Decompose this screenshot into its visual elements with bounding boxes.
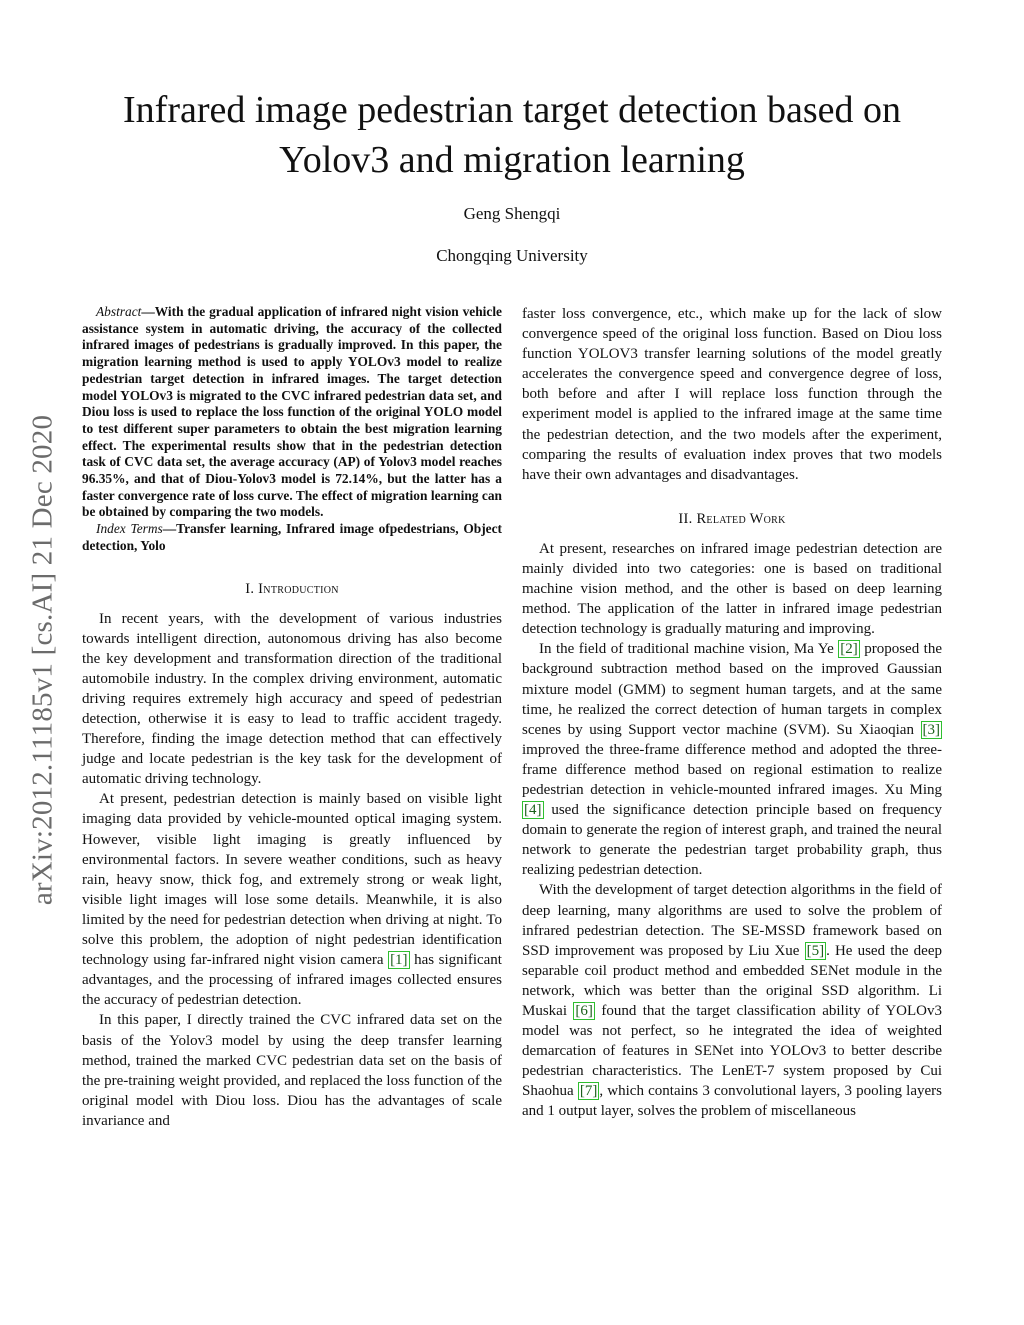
related-p2-text-a: In the field of traditional machine vision, Ma Ye xyxy=(539,641,839,658)
left-column xyxy=(82,304,502,1131)
related-p3-text-b: . He used the deep separable coil product method and embedded SENet module in the network, which was better than the original SSD algorithm. Li Muskai xyxy=(522,942,942,1019)
index-terms-lead: Index Terms xyxy=(96,521,163,537)
intro-paragraph-2 xyxy=(82,789,502,1010)
related-p3-text-a: With the development of target detection algorithms in the field of deep learning, many algorithms are used to solve the problem of infrared pedestrian detection. The SE-MSSD framework based on SSD improvement was proposed by Liu Xue xyxy=(522,882,942,959)
intro-p2-text-a: At present, pedestrian detection is mainly based on visible light imaging data provided by vehicle-mounted optical imaging system. However, visible light imaging is greatly influenced by environmental factors. In severe weather conditions, such as heavy rain, heavy snow, thick fog, and extremely strong or weak light, visible light images will lose some details. Meanwhile, it is also limited by the need for pedestrian detection when driving at night. To solve this problem, the adoption of night pedestrian identification technology using far-infrared night vision camera xyxy=(82,791,502,969)
citation-link-7[interactable]: [7] xyxy=(579,1083,598,1100)
related-paragraph-3 xyxy=(522,880,942,1121)
index-terms xyxy=(82,521,502,554)
related-p2-text-c: improved the three-frame difference method and adopted the three-frame difference method based on regional estimation to realize pedestrian detection in vehicle-mounted infrared images. Xu Ming xyxy=(522,741,942,798)
citation-link-4[interactable]: [4] xyxy=(524,802,542,819)
related-p3-text-c: found that the target classification ability of YOLOv3 model was not perfect, so he integrated the idea of weighted demarcation of features in SENet into YOLOv3 to better describe pedestrian characteristics. The LenET-7 system proposed by Cui Shaohua xyxy=(522,1003,942,1100)
right-column xyxy=(522,304,942,1122)
index-terms-text: —Transfer learning, Infrared image ofpedestrians, Object detection, Yolo xyxy=(82,521,502,553)
intro-paragraph-3: In this paper, I directly trained the CVC infrared data set on the basis of the Yolov3 model by using the deep transfer learning method, trained the marked CVC pedestrian data set on the basis of the pre-training weight provided, and replaced the loss function of the original model with Diou loss. Diou has the advantages of scale invariance and xyxy=(82,1012,502,1129)
section-heading-introduction: I. Introduction xyxy=(245,580,339,597)
section-heading-related-work: II. Related Work xyxy=(678,510,786,527)
author-name: Geng Shengqi xyxy=(463,204,561,223)
related-p2-text-d: used the significance detection principle based on frequency domain to generate the region of interest graph, and trained the neural network to generate the pedestrian target probability graph, thus realizing pedestrian detection. xyxy=(522,802,942,879)
arxiv-identifier-text: arXiv:2012.11185v1 [cs.AI] 21 Dec 2020 xyxy=(26,414,59,906)
abstract xyxy=(82,304,502,521)
related-paragraph-2 xyxy=(522,639,942,880)
intro-p2-text-b: has significant advantages, and the processing of infrared images collected ensures the accuracy of pedestrian detection. xyxy=(82,952,502,1009)
paper-title: Infrared image pedestrian target detection based on Yolov3 and migration learning xyxy=(123,89,901,181)
citation-link-6[interactable]: [6] xyxy=(575,1003,593,1019)
related-paragraph-1: At present, researches on infrared image pedestrian detection are mainly divided into two categories: one is based on traditional machine vision method, and the other is based on deep learning method. The application of the latter in infrared image pedestrian detection technology is gradually maturing and improving. xyxy=(522,540,942,638)
citation-link-3[interactable]: [3] xyxy=(922,721,940,738)
abstract-text: —With the gradual application of infrared night vision vehicle assistance system in automatic driving, the accuracy of the collected infrared images of pedestrians is gradually improved. In this paper, the migration learning method is used to apply YOLOv3 model to realize pedestrian target detection in infrared images. The target detection model YOLOv3 is migrated to the CVC infrared pedestrian data set, and Diou loss is used to replace the loss function of the original YOLO model to test different super parameters to obtain the best migration learning effect. The experimental results show that in the pedestrian detection task of CVC data set, the average accuracy (AP) of Yolov3 model reaches 96.35%, and that of Diou-Yolov3 model is 72.14%, but the latter has a faster convergence rate of loss curve. The effect of migration learning can be obtained by comparing the two models. xyxy=(82,304,502,520)
related-p2-text-b: proposed the background subtraction method based on the improved Gaussian mixture model (GMM) to segment human targets, and at the same time, he realized the correct detection of human targets in complex scenes by using Support vector machine (SVM). Su Xiaoqian xyxy=(522,641,943,738)
intro-paragraph-1: In recent years, with the development of various industries towards intelligent direction, autonomous driving has also become the key development and transformation direction of the traditional automobile industry. In the complex driving environment, automatic driving requires extremely high accuracy and speed of pedestrian detection, otherwise it is easy to lead to traffic accident tragedy. Therefore, finding the image detection method that can effectively judge and locate pedestrian is the key task for the development of automatic driving technology. xyxy=(82,610,502,788)
citation-link-1[interactable]: [1] xyxy=(390,952,408,969)
author-affiliation: Chongqing University xyxy=(436,246,588,265)
citation-link-2[interactable]: [2] xyxy=(840,641,858,658)
abstract-lead: Abstract xyxy=(96,304,142,319)
related-p3-text-d: , which contains 3 convolutional layers, 3 pooling layers and 1 output layer, solves the problem of miscellaneous xyxy=(522,1083,942,1120)
citation-link-5[interactable]: [5] xyxy=(806,942,825,959)
intro-paragraph-3-continued: faster loss convergence, etc., which make up for the lack of slow convergence speed of the original loss function. Based on Diou loss function YOLOV3 transfer learning solutions of the model greatly accelerates the convergence speed and convergence degree of loss, both before and after I will replace loss function through the experiment model is applied to the infrared image at the same time the pedestrian detection, and the two models after the experiment, comparing the results of evaluation index proves that two models have their own advantages and disadvantages. xyxy=(522,306,942,483)
arxiv-identifier xyxy=(20,360,66,960)
